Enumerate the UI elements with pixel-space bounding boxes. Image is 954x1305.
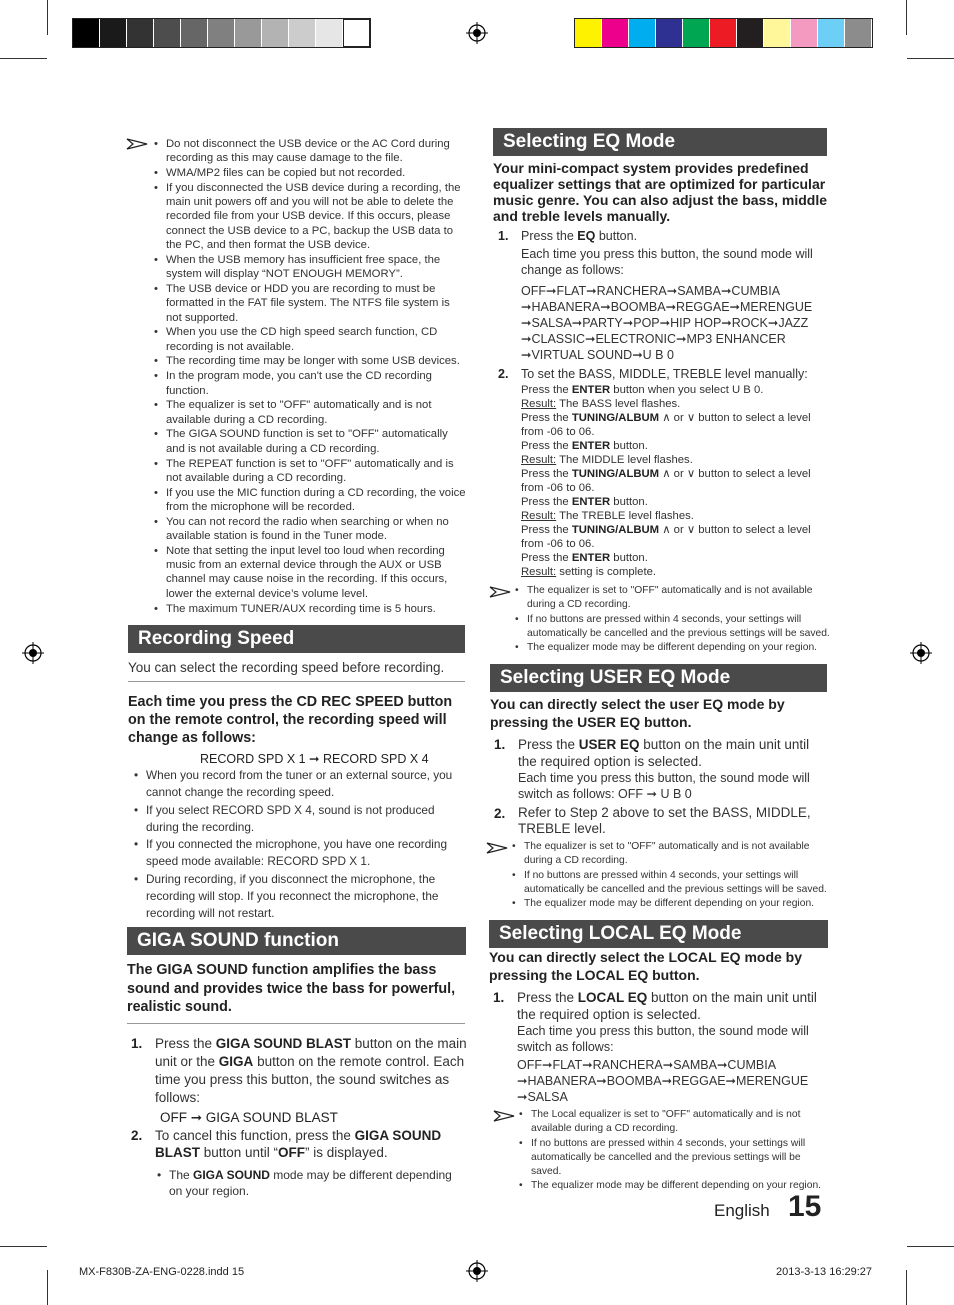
- note-item: • The equalizer is set to "OFF" automatically and is not available during a CD recording.: [512, 840, 830, 868]
- mode-sequence-line: OFF➞FLAT➞RANCHERA➞SAMBA➞CUMBIA: [517, 1058, 777, 1072]
- color-swatch: [791, 19, 818, 47]
- user-eq-notes: [512, 840, 830, 912]
- note-icon: [489, 586, 511, 598]
- registration-mark-icon: [466, 1260, 488, 1282]
- note-item: • Note that setting the input level too loud when recording music from an external device through the AUX or USB channel may cause noise in the recording. If this occurs, lower the external device’s volume level.: [154, 544, 466, 601]
- giga-step-1: Press the GIGA SOUND BLAST button on the main unit or the GIGA button on the remote control. Each time you press this button, the sound switches as follows:: [155, 1036, 467, 1105]
- color-swatch: [127, 19, 154, 47]
- note-item: • During recording, if you disconnect the microphone, the recording will stop. If you reconnect the microphone, the recording will not restart.: [134, 871, 466, 922]
- note-icon: [493, 1110, 515, 1122]
- mode-sequence-line: ➞CLASSIC➞ELECTRONIC➞MP3 ENHANCER: [521, 332, 786, 346]
- note-item: • If you connected the microphone, you have one recording speed mode available: RECORD SPD X 1.: [134, 836, 466, 870]
- divider: [127, 1023, 465, 1024]
- note-item: • If no buttons are pressed within 4 seconds, your settings will automatically be cancelled and the previous settings will be saved.: [512, 869, 830, 897]
- note-item: • When you use the CD high speed search function, CD recording is not available.: [154, 325, 466, 354]
- mode-sequence-line: ➞SALSA➞PARTY➞POP➞HIP HOP➞ROCK➞JAZZ: [521, 316, 809, 330]
- step-number: 1.: [494, 737, 506, 752]
- registration-mark-icon: [466, 22, 488, 44]
- local-eq-step-1: Press the LOCAL EQ button on the main unit until the required option is selected.: [517, 990, 817, 1022]
- grayscale-color-bar: [72, 18, 371, 48]
- down-chevron-icon: ∨: [686, 412, 696, 424]
- mode-sequence-line: OFF➞FLAT➞RANCHERA➞SAMBA➞CUMBIA: [521, 284, 781, 298]
- eq-step-2-instructions: Press the ENTER button when you select U B 0. Result: The BASS level flashes. Press the TUNING/ALBUM ∧ or ∨ button to select a level from -06 to 06. Press the ENTER button. Result: The MIDDLE level flashes. Press the TUNING/ALBUM ∧ or ∨ button to select a level from -06 to 06. Press the ENTER button. Result: The TREBLE level flashes. Press the TUNING/ALBUM ∧ or ∨ button to select a level from -06 to 06. Press the ENTER button. Result: setting is complete.: [521, 384, 811, 578]
- giga-sound-heading: GIGA SOUND function: [127, 927, 466, 955]
- note-item: • The maximum TUNER/AUX recording time is 5 hours.: [154, 602, 466, 616]
- note-item: • If no buttons are pressed within 4 seconds, your settings will automatically be cancelled and the previous settings will be saved.: [515, 613, 830, 641]
- color-swatch: [656, 19, 683, 47]
- note-item: • The Local equalizer is set to "OFF" automatically and is not available during a CD recording.: [519, 1108, 831, 1136]
- crop-mark: [907, 58, 954, 59]
- footer-filename: MX-F830B-ZA-ENG-0228.indd 15: [79, 1266, 245, 1278]
- note-item: • If you select RECORD SPD X 4, sound is not produced during the recording.: [134, 802, 466, 836]
- note-item: • When the USB memory has insufficient free space, the system will display “NOT ENOUGH MEMORY”.: [154, 253, 466, 282]
- mode-sequence-line: ➞SALSA: [517, 1090, 568, 1104]
- note-item: • The recording time may be longer with some USB devices.: [154, 354, 466, 368]
- recording-speed-notes: [134, 767, 466, 922]
- eq-mode-sequence: [521, 283, 831, 363]
- step-number: 2.: [498, 367, 509, 381]
- color-swatch: [289, 19, 316, 47]
- page-language: English: [714, 1201, 770, 1220]
- color-swatch: [181, 19, 208, 47]
- note-icon: [126, 138, 148, 150]
- recording-speed-sequence: RECORD SPD X 1 ➞ RECORD SPD X 4: [200, 752, 429, 766]
- color-swatch: [845, 19, 872, 47]
- crop-mark: [47, 1270, 48, 1305]
- registration-mark-icon: [22, 642, 44, 664]
- note-item: • In the program mode, you can't use the CD recording function.: [154, 369, 466, 398]
- note-item: • The equalizer is set to "OFF" automatically and is not available during a CD recording.: [515, 584, 830, 612]
- eq-mode-lead: Your mini-compact system provides predefined equalizer settings that are optimized for particular music genre. You can also adjust the bass, middle and treble levels manually.: [493, 160, 828, 224]
- eq-step-2-title: To set the BASS, MIDDLE, TREBLE level manually:: [521, 367, 808, 381]
- local-eq-step-1-desc: Each time you press this button, the sound mode will switch as follows:: [517, 1024, 809, 1054]
- usb-notes: [154, 137, 466, 616]
- step-number: 2.: [494, 806, 506, 821]
- note-item: • You can not record the radio when searching or when no available station is found in the Tuner mode.: [154, 515, 466, 544]
- local-eq-mode-sequence: [517, 1057, 827, 1105]
- crop-mark: [906, 1270, 907, 1305]
- giga-step-2: To cancel this function, press the GIGA SOUND BLAST button until “OFF” is displayed.: [155, 1128, 442, 1160]
- eq-step-1-desc: Each time you press this button, the sound mode will change as follows:: [521, 247, 813, 277]
- note-item: • The equalizer is set to "OFF" automatically and is not available during a CD recording.: [154, 398, 466, 427]
- color-swatch: [575, 19, 602, 47]
- eq-mode-heading: Selecting EQ Mode: [493, 128, 827, 156]
- giga-sound-lead: The GIGA SOUND function amplifies the bass sound and provides twice the bass for powerful, realistic sound.: [127, 962, 456, 1015]
- note-item: • When you record from the tuner or an external source, you cannot change the recording speed.: [134, 767, 466, 801]
- color-swatch: [316, 19, 343, 47]
- user-eq-step-2: Refer to Step 2 above to set the BASS, MIDDLE, TREBLE level.: [518, 805, 811, 836]
- note-item: • If you disconnected the USB device during a recording, the main unit powers off and you will not be able to delete the recorded file from your USB device. If this occurs, please connect the USB device to a PC, backup the USB data to the PC, and then format the USB device.: [154, 181, 466, 252]
- note-item: • WMA/MP2 files can be copied but not recorded.: [154, 166, 466, 180]
- color-swatch: [602, 19, 629, 47]
- note-item: • The equalizer mode may be different depending on your region.: [519, 1179, 831, 1193]
- note-item: • The USB device or HDD you are recording to must be formatted in the FAT file system. The NTFS file system is not supported.: [154, 282, 466, 325]
- note-item: • The equalizer mode may be different depending on your region.: [515, 641, 830, 655]
- local-eq-notes: [519, 1108, 831, 1194]
- mode-sequence-line: ➞HABANERA➞BOOMBA➞REGGAE➞MERENGUE: [521, 300, 813, 314]
- color-swatch: [235, 19, 262, 47]
- note-item: • The equalizer mode may be different depending on your region.: [512, 897, 830, 911]
- up-chevron-icon: ∧: [662, 412, 671, 424]
- page-number: 15: [788, 1190, 822, 1223]
- registration-mark-icon: [910, 642, 932, 664]
- giga-note: • The GIGA SOUND mode may be different depending on your region.: [157, 1167, 462, 1200]
- mode-sequence-line: ➞HABANERA➞BOOMBA➞REGGAE➞MERENGUE: [517, 1074, 809, 1088]
- note-item: • If you use the MIC function during a CD recording, the voice from the microphone will be recorded.: [154, 486, 466, 515]
- color-swatch: [73, 19, 100, 47]
- color-swatch: [629, 19, 656, 47]
- color-swatch: [154, 19, 181, 47]
- recording-speed-lead: Each time you press the CD REC SPEED button on the remote control, the recording speed will change as follows:: [128, 694, 453, 746]
- giga-sequence: OFF ➞ GIGA SOUND BLAST: [160, 1110, 338, 1125]
- local-eq-lead: You can directly select the LOCAL EQ mode by pressing the LOCAL EQ button.: [489, 949, 803, 983]
- note-item: • The REPEAT function is set to "OFF" automatically and is not available during a CD recording.: [154, 457, 466, 486]
- up-chevron-icon: ∧: [662, 468, 671, 480]
- color-swatch: [683, 19, 710, 47]
- step-number: 2.: [131, 1128, 143, 1143]
- color-swatch: [764, 19, 791, 47]
- color-swatch: [262, 19, 289, 47]
- crop-mark: [47, 0, 48, 35]
- footer-timestamp: 2013-3-13 16:29:27: [776, 1266, 873, 1278]
- eq-step-1: Press the EQ button.: [521, 229, 638, 243]
- user-eq-heading: Selecting USER EQ Mode: [490, 664, 827, 692]
- mode-sequence-line: ➞VIRTUAL SOUND➞U B 0: [521, 348, 674, 362]
- crop-mark: [0, 58, 47, 59]
- crop-mark: [906, 0, 907, 35]
- step-number: 1.: [493, 990, 505, 1005]
- color-swatch: [710, 19, 737, 47]
- color-swatch: [818, 19, 845, 47]
- note-icon: [486, 842, 508, 854]
- user-eq-lead: You can directly select the user EQ mode by pressing the USER EQ button.: [490, 696, 785, 730]
- process-color-bar: [574, 18, 873, 48]
- crop-mark: [0, 1246, 47, 1247]
- note-item: • If no buttons are pressed within 4 seconds, your settings will automatically be cancelled and the previous settings will be saved.: [519, 1137, 831, 1179]
- recording-speed-heading: Recording Speed: [128, 625, 465, 653]
- up-chevron-icon: ∧: [662, 524, 671, 536]
- color-swatch: [208, 19, 235, 47]
- user-eq-step-1-desc: Each time you press this button, the sound mode will switch as follows: OFF ➞ U B 0: [518, 771, 810, 801]
- color-swatch: [737, 19, 764, 47]
- divider: [128, 681, 465, 682]
- note-item: • Do not disconnect the USB device or the AC Cord during recording as this may cause damage to the file.: [154, 137, 466, 166]
- down-chevron-icon: ∨: [686, 468, 696, 480]
- step-number: 1.: [131, 1036, 143, 1051]
- eq-notes: [515, 584, 830, 656]
- step-number: 1.: [498, 229, 509, 243]
- user-eq-step-1: Press the USER EQ button on the main unit until the required option is selected.: [518, 737, 810, 769]
- recording-speed-intro: You can select the recording speed before recording.: [128, 660, 445, 675]
- down-chevron-icon: ∨: [686, 524, 696, 536]
- color-swatch: [343, 19, 370, 47]
- local-eq-heading: Selecting LOCAL EQ Mode: [489, 920, 828, 948]
- note-item: • The GIGA SOUND function is set to "OFF" automatically and is not available during a CD recording.: [154, 427, 466, 456]
- color-swatch: [100, 19, 127, 47]
- crop-mark: [907, 1246, 954, 1247]
